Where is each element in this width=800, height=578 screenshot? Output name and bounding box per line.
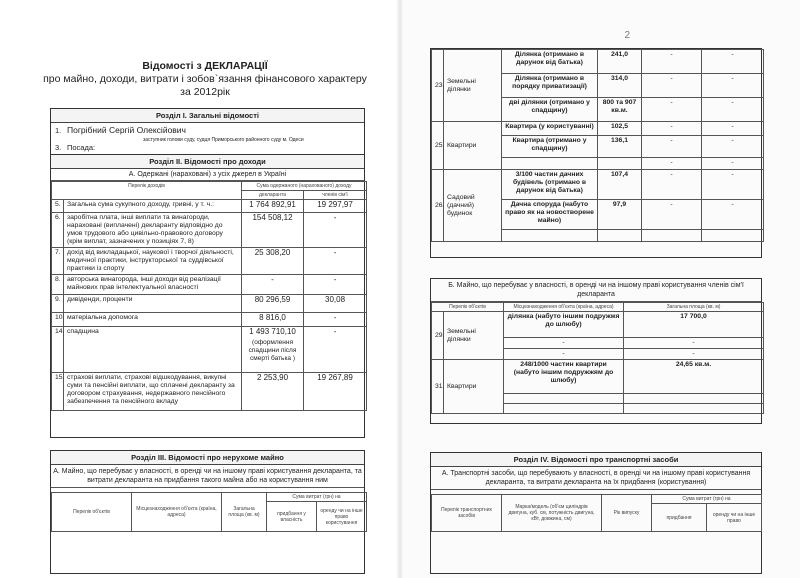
group-name: Земельні ділянки — [444, 50, 502, 122]
row-num: 31. — [432, 360, 444, 414]
row-name: Квартири — [444, 360, 504, 414]
item-a: - — [642, 170, 702, 200]
row-area: 24,65 кв.м. — [624, 360, 764, 394]
row-family: 30,08 — [304, 295, 367, 313]
row-num: 10. — [52, 313, 64, 327]
row-label: дивіденди, проценти — [64, 295, 242, 313]
row-num: 9. — [52, 295, 64, 313]
section3-header: Розділ ІІІ. Відомості про нерухоме майно — [51, 451, 364, 465]
table-row — [432, 312, 764, 338]
col-area: Загальна площа (кв. м) — [222, 493, 267, 532]
item-a: - — [642, 74, 702, 98]
col-income-sum: Сума одержаного (нарахованого) доходу — [242, 182, 367, 191]
row-num: 6. — [52, 213, 64, 248]
row-declarant: 154 508,12 — [242, 213, 304, 248]
row-label: страхові виплати, страхові відшкодування, викупні суми та пенсійні виплати, що сплачені декларанту за договором страхування, недержавного пенсійного забезпечення та пенсійного вкладу — [64, 373, 242, 411]
col-transport: Перелік транспортних засобів — [432, 495, 502, 532]
table-row — [52, 373, 367, 411]
row-family: - — [304, 327, 367, 373]
group-num: 25. — [432, 122, 444, 170]
item-label: 3/100 частин дачних будівель (отримано в дарунок від батька) — [502, 170, 598, 200]
item-a: - — [642, 136, 702, 158]
item-a: - — [642, 50, 702, 74]
item-area: 107,4 — [598, 170, 642, 200]
item-a: - — [642, 122, 702, 136]
col-spent: Сума витрат (грн) на — [652, 495, 762, 504]
col-object: Перелік об'єктів — [432, 303, 504, 312]
col-spent: Сума витрат (грн) на — [267, 493, 367, 502]
item-area: 136,1 — [598, 136, 642, 158]
section1-header: Розділ І. Загальні відомості — [51, 109, 364, 123]
section3-sub: А. Майно, що перебуває у власності, в оренді чи на іншому праві користування декларанта, та витрати декларанта на придбання такого майна або на користування ним — [51, 465, 364, 488]
col-rent: оренду чи на інше право користування — [317, 502, 367, 532]
item-label — [502, 158, 598, 170]
item-b: - — [702, 122, 764, 136]
row-num: 7. — [52, 248, 64, 275]
row-declarant: - — [242, 275, 304, 295]
item-b: - — [702, 136, 764, 158]
page-number: 2 — [624, 30, 630, 41]
table-row — [432, 50, 764, 74]
item-label: Дачна споруда (набуто право як на новостворене майно) — [502, 200, 598, 230]
item-area: 102,5 — [598, 122, 642, 136]
page-gutter — [396, 0, 404, 578]
row-location: ділянка (набуто іншим подружжя до шлюбу) — [504, 312, 624, 338]
group-name: Квартири — [444, 122, 502, 170]
family-property-sub: Б. Майно, що перебуває у власності, в оренді чи на іншому праві користування членів сім'ї декларанта — [431, 279, 761, 302]
section2-sub: А. Одержані (нараховані) з усіх джерел в Україні — [51, 169, 364, 181]
position-value: заступник голови суду, судця Приморського районного суду м. Одеси — [143, 137, 304, 143]
table-row — [52, 295, 367, 313]
row-family: 19 267,89 — [304, 373, 367, 411]
item-b: - — [702, 98, 764, 122]
group-num: 26. — [432, 170, 444, 242]
item-area: 800 та 907 кв.м. — [598, 98, 642, 122]
col-location: Місцезнаходження об'єкта (країна, адреса) — [504, 303, 624, 312]
real-estate-continuation-table — [431, 49, 764, 242]
row-family: - — [304, 248, 367, 275]
row-name: Земельні ділянки — [444, 312, 504, 360]
row3-num: 3. — [55, 143, 62, 152]
position-label: Посада: — [67, 143, 96, 152]
section4-sub: А. Транспортні засоби, що перебувають у власності, в оренді чи на іншому праві користування декларанта, та витрати декларанта на їх придбання (користування) — [431, 467, 761, 490]
row-num: 5. — [52, 200, 64, 213]
table-row — [432, 122, 764, 136]
item-area: 241,0 — [598, 50, 642, 74]
item-label: Квартира (у користуванні) — [502, 122, 598, 136]
item-area — [598, 158, 642, 170]
item-b: - — [702, 50, 764, 74]
group-name: Садовий (дачний) будинок — [444, 170, 502, 242]
section1-box — [50, 108, 365, 156]
col-object: Перелік об'єктів — [52, 493, 132, 532]
item-b: - — [702, 158, 764, 170]
declaration-title — [40, 60, 370, 99]
item-area: 97,9 — [598, 200, 642, 230]
title-line2: про майно, доходи, витрати і зобов`язання фінансового характеру — [43, 73, 367, 85]
item-a: - — [642, 98, 702, 122]
family-property-table: Перелік об'єктів Місцезнаходження об'єкта (країна, адреса) Загальна площа (кв. м) 29. Земельні ділянки ділянка (набуто іншим подружжя до шлюбу) 17 700,0 - - - - 31. Квартири 248/1000 частин квартири (набуто іншим подружжям до шлюбу) 24,65 кв.м. — [431, 302, 764, 414]
row-family: - — [304, 213, 367, 248]
col-year: Рік випуску — [602, 495, 652, 532]
group-num: 23. — [432, 50, 444, 122]
item-b: - — [702, 170, 764, 200]
row-label: авторська винагорода, інші доходи від реалізації майнових прав інтелектуальної власності — [64, 275, 242, 295]
section4-box — [430, 452, 762, 574]
col-buy: придбання у власність — [267, 502, 317, 532]
row-num: 8. — [52, 275, 64, 295]
row-declarant: 25 308,20 — [242, 248, 304, 275]
col-income-type: Перелік доходів — [52, 182, 242, 200]
title-line3: за 2012рік — [180, 86, 230, 98]
row-declarant: 2 253,90 — [242, 373, 304, 411]
item-area: 314,0 — [598, 74, 642, 98]
row-num: 15. — [52, 373, 64, 411]
row-family: - — [304, 313, 367, 327]
row-family: 19 297,97 — [304, 200, 367, 213]
income-table — [51, 181, 367, 411]
declarant-name: Погрібний Сергій Олексійович — [67, 125, 186, 135]
item-b: - — [702, 200, 764, 230]
right-page — [400, 0, 800, 578]
item-label: дві ділянки (отримано у спадщину) — [502, 98, 598, 122]
table-row — [52, 313, 367, 327]
table-row — [52, 327, 367, 373]
row-family: - — [304, 275, 367, 295]
section2-header: Розділ ІІ. Відомості про доходи — [51, 155, 364, 169]
title-line1: Відомості з ДЕКЛАРАЦІЇ — [142, 60, 268, 72]
table-row — [52, 200, 367, 213]
col-area: Загальна площа (кв. м) — [624, 303, 764, 312]
inheritance-value: 1 493 710,10 — [249, 327, 296, 336]
section3-box — [50, 450, 365, 574]
row-area: 17 700,0 — [624, 312, 764, 338]
row-label: дохід від викладацької, наукової і творчої діяльності, медичної практики, інструкторської та суддівської практики із спорту — [64, 248, 242, 275]
row-declarant: 80 296,59 — [242, 295, 304, 313]
section2-box — [50, 154, 365, 438]
row-label: заробітна плата, інші виплати та винагороди, нараховані (виплачені) декларанту відповідно до умов трудового або цивільно-правового договору (крім виплат, зазначених у позиціях 7, 8) — [64, 213, 242, 248]
row-num: 14. — [52, 327, 64, 373]
inheritance-note: (оформлення спадщини після смерті батька ) — [248, 339, 297, 362]
row-declarant: 8 816,0 — [242, 313, 304, 327]
item-a: - — [642, 158, 702, 170]
table-row — [432, 360, 764, 394]
row-declarant — [242, 327, 304, 373]
table-row — [52, 248, 367, 275]
col-family: членів сім'ї — [304, 191, 367, 200]
table-row — [432, 170, 764, 200]
real-estate-table — [51, 492, 367, 532]
item-label: Квартира (отримано у спадщину) — [502, 136, 598, 158]
row-label: спадщина — [64, 327, 242, 373]
family-property-box — [430, 278, 762, 424]
row-declarant: 1 764 892,91 — [242, 200, 304, 213]
row-label: Загальна сума сукупного доходу, гривні, у т. ч.: — [64, 200, 242, 213]
table-row — [52, 213, 367, 248]
col-buy: придбання — [652, 504, 707, 532]
col-brand: Марка/модель (об'єм циліндрів двигуна, куб. см, потужність двигуна, кВт, довжина, см) — [502, 495, 602, 532]
item-label: Ділянка (отримано в порядку приватизації) — [502, 74, 598, 98]
item-b: - — [702, 74, 764, 98]
table-row — [52, 275, 367, 295]
row-location: 248/1000 частин квартири (набуто іншим подружжям до шлюбу) — [504, 360, 624, 394]
row-num: 29. — [432, 312, 444, 360]
col-rent: оренду чи на інше право — [707, 504, 762, 532]
section4-header: Розділ IV. Відомості про транспортні засоби — [431, 453, 761, 467]
row-label: матеріальна допомога — [64, 313, 242, 327]
item-a: - — [642, 200, 702, 230]
transport-table — [431, 494, 762, 532]
real-estate-continuation — [430, 48, 762, 258]
col-location: Місцезнаходження об'єкта (країна, адреса) — [132, 493, 222, 532]
row1-num: 1. — [55, 126, 62, 135]
item-label: Ділянка (отримано в дарунок від батька) — [502, 50, 598, 74]
col-declarant: декларанта — [242, 191, 304, 200]
